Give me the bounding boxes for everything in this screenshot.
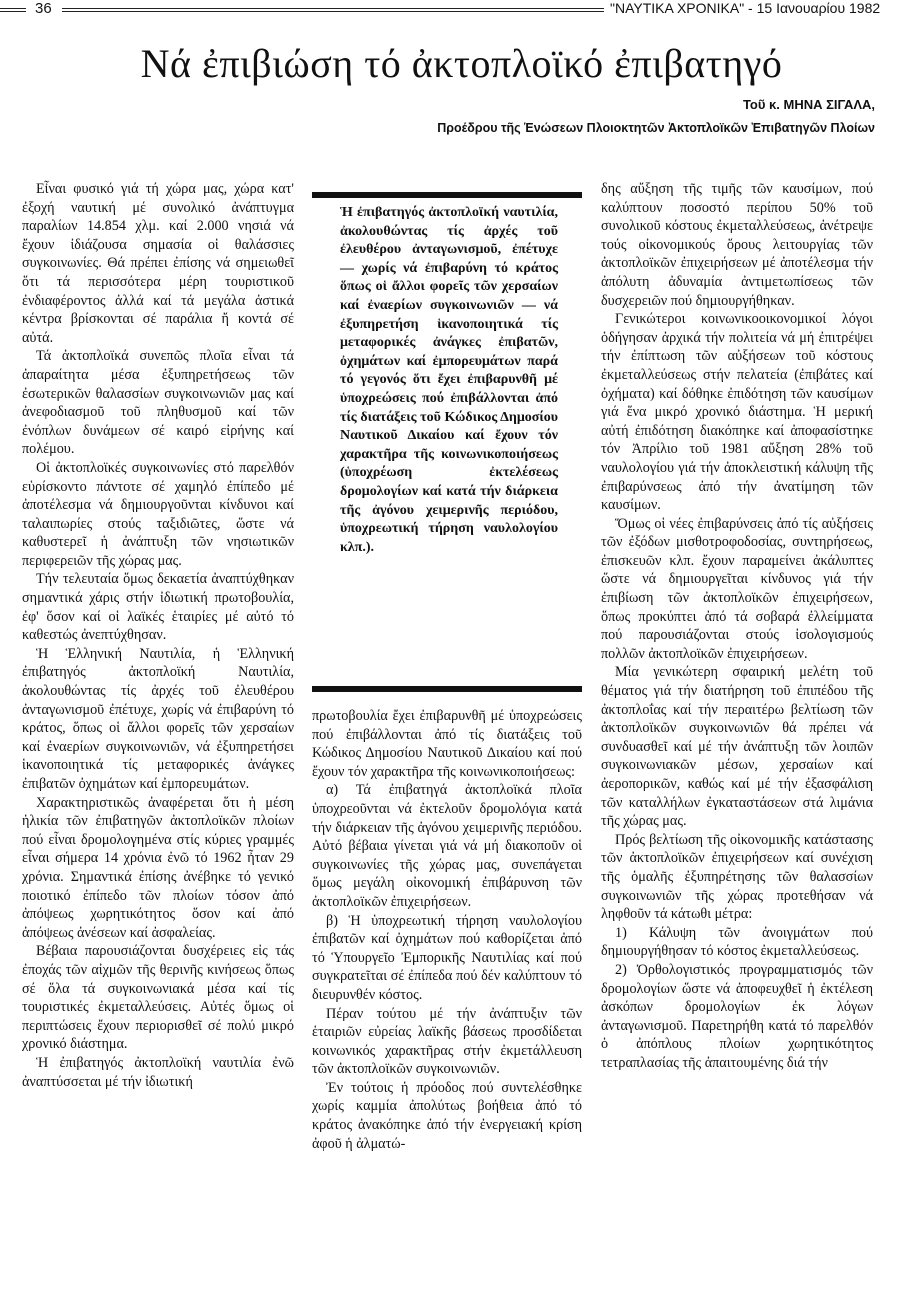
paragraph: Βέβαια παρουσιάζονται δυσχέρειες εἰς τάς ἐποχάς τῶν αἰχμῶν τῆς θερινῆς κινήσεως ὅπως σέ ὅλα τά συγκοινωνιακά μέσα καί τίς τουριστικές ἐκμεταλλεύσεις. Αὐτές ὅμως οἱ περιπτώσεις ἔχουν περιορισθεῖ σέ πολύ μικρό χρονικό διάστημα. — [22, 943, 294, 1053]
paragraph: Ὅμως οἱ νέες ἐπιβαρύνσεις ἀπό τίς αὐξήσεις τῶν ἐξόδων μισθοτροφοδοσίας, συντηρήσεως, ἐπισκευῶν κλπ. ἔχουν παραμείνει ἀκάλυπτες ὥστε νά δημιουργεῖται κίνδυνος γιά τήν ἐπιβίωση τῶν ἀκτοπλοϊκῶν ἐπιχειρήσεων, ὅπως προκύπτει ἀπό τά σοβαρά ἐλλείμματα πού παρουσιάζονται στούς ἰσολογισμούς πολλῶν ἀκτοπλοϊκῶν ἐπιχειρήσεων. — [601, 515, 873, 662]
author-name: Τοῦ κ. ΜΗΝΑ ΣΙΓΑΛΑ, — [742, 97, 875, 112]
column-1 — [22, 180, 294, 1091]
paragraph: Τήν τελευταία ὅμως δεκαετία ἀναπτύχθηκαν σημαντικά χάρις στήν ἰδιωτική πρωτοβουλία, ἐφ' ὅσον καί οἱ λαϊκές ἑταιρίες μέ αὐτό τό καθεστώς ἀνεπτύχθησαν. — [22, 571, 294, 644]
publication-name-date: "ΝΑΥΤΙΚΑ ΧΡΟΝΙΚΑ" - 15 Ιανουαρίου 1982 — [610, 0, 881, 16]
paragraph: Χαρακτηριστικῶς ἀναφέρεται ὅτι ἡ μέση ἡλικία τῶν ἐπιβατηγῶν ἀκτοπλοϊκῶν πλοίων πού εἶναι δρομολογημένα στίς κύριες γραμμές εἶναι σήμερα 14 χρόνια ἐνῶ τό 1962 ἦταν 29 χρόνια. Σημαντικά ἐπίσης ἀνέβηκε τό γενικό ποιοτικό ἐπίπεδο τῶν πλοίων τόσον ἀπό ἀπόψεως χωρητικότητος ὅσον καί ἀπό ἀπόψεως ἀνέσεων καί ἀσφαλείας. — [22, 794, 294, 941]
paragraph: Ἐν τούτοις ἡ πρόοδος πού συντελέσθηκε χωρίς καμμία ἀπολύτως βοήθεια ἀπό τό κράτος ἀνακόπηκε ἀπό τήν ἐνεργειακή κρίση ἀφοῦ ἡ ἀλματώ- — [312, 1079, 582, 1152]
paragraph: Εἶναι φυσικό γιά τή χώρα μας, χώρα κατ' ἐξοχή ναυτική μέ συνολικό ἀνάπτυγμα παραλίων 14.854 χλμ. καί 2.000 νησιά νά ἔχουν ἰδιάζουσα σημασία οἱ θαλάσσιες συγκοινωνίες. Θά πρέπει ἐπίσης νά σημειωθεῖ ὅτι τά περισσότερα μέρη τουριστικοῦ ἐνδιαφέροντος ἀλλά καί τά μεγάλα ἀστικά κέντρα βρίσκονται σέ παράλια ἤ κοντά σέ αὐτά. — [22, 181, 294, 346]
paragraph: πρωτοβουλία ἔχει ἐπιβαρυνθῆ μέ ὑποχρεώσεις πού ἐπιβάλλονται ἀπό τίς διατάξεις τοῦ Κώδικος Δημοσίου Ναυτικοῦ Δικαίου καί πού ἔχουν τόν χαρακτῆρα τῆς κοινωνικοποιήσεως: — [312, 708, 582, 780]
article-title: Νά ἐπιβιώση τό ἀκτοπλοϊκό ἐπιβατηγό — [140, 41, 783, 86]
paragraph: α) Τά ἐπιβατηγά ἀκτοπλοϊκά πλοῖα ὑποχρεοῦνται νά ἐκτελοῦν δρομολόγια κατά τήν διάρκειαν τῆς ἀγόνου χειμερινῆς περιόδου. Αὐτό βέβαια γίνεται γιά νά μή διακοποῦν οἱ συγκοινωνίες τῆς χώρας μας, συνεπάγεται ὅμως μεγάλη οἰκονομική ἐπιβάρυνση τῶν ἀκτοπλοϊκῶν ἐπιχειρήσεων. — [312, 782, 582, 910]
column-2 — [312, 707, 582, 1153]
paragraph: Πρός βελτίωση τῆς οἰκονομικῆς κατάστασης τῶν ἀκτοπλοϊκῶν ἐπιχειρήσεων καί συνέχιση τῆς ὁμαλῆς ἐξυπηρέτησης τῶν θαλασσίων συγκοινωνιῶν τῆς χώρας προτεθήσαν νά ληφθοῦν τά κάτωθι μέτρα: — [601, 831, 873, 923]
page-header — [0, 0, 923, 22]
pull-quote-bottom-bar — [312, 686, 582, 692]
paragraph: Μία γενικώτερη σφαιρική μελέτη τοῦ θέματος γιά τήν διατήρηση τοῦ ἐπιπέδου τῆς ἀκτοπλοΐας καί τήν περαιτέρω βελτίωση τῶν ἀκτοπλοϊκῶν συγκοινωνιῶν θά πρέπει νά συνδυασθεῖ καί μέ τήν ἀνάπτυξη τῶν λοιπῶν συγκοινωνιακῶν μέσων, χερσαίων καί ἀεροπορικῶν, καθώς καί μέ τήν ἐξασφάλιση τῶν καταλλήλων ἐγκαταστάσεων στά λιμάνια τῆς χώρας μας. — [601, 664, 873, 830]
paragraph: δης αὔξηση τῆς τιμῆς τῶν καυσίμων, πού καλύπτουν ποσοστό περίπου 50% τοῦ συνολικοῦ κόστους ἐκμεταλλεύσεως, ἀνέτρεψε τούς οἰκονομικούς ὅρους λειτουργίας τῶν ἀκτοπλοϊκῶν ἐπιχειρήσεων μέ ἀποτέλεσμα τήν ἀπόλυτη ἀδυναμία ἀντιμετωπίσεως τῶν δυσχερειῶν πού δημιουργήθηκαν. — [601, 181, 873, 309]
paragraph: Ἡ ἐπιβατηγός ἀκτοπλοϊκή ναυτιλία ἐνῶ ἀναπτύσσεται μέ τήν ἰδιωτική — [22, 1054, 294, 1090]
paragraph: Οἱ ἀκτοπλοϊκές συγκοινωνίες στό παρελθόν εὑρίσκοντο πάντοτε σέ χαμηλό ἐπίπεδο μέ ἀποτέλεσμα νά δημιουργοῦνται κίνδυνοι καί ταλαιπωρίες στούς ταξιδιῶτες, ὥστε νά καθυστερεῖ ἡ ἀνάπτυξη τῶν νησιωτικῶν περιφερειῶν τῆς χώρας μας. — [22, 459, 294, 569]
paragraph: Γενικώτεροι κοινωνικοοικονομικοί λόγοι ὁδήγησαν ἀρχικά τήν πολιτεία νά μή ἐπιτρέψει τήν ἐπίπτωση τῶν αὐξήσεων τοῦ κόστους ἐκμεταλλεύσεως στήν πελατεία (ἐπιβάτες καί ὀχήματα) καί δόθηκε ἐπιδότηση τῶν καυσίμων γιά ἕνα μικρό χρονικό διάστημα. Ἡ μερική αὐτή ἐπιδότηση διακόπηκε καί ἀποφασίστηκε τόν Ἀπρίλιο τοῦ 1981 αὔξηση 28% τοῦ ναυλολογίου γιά τήν ἀποκλειστική κάλυψη τῆς ἐπιβαρύνσεως ἀπό τήν ἀνατίμηση τῶν καυσίμων. — [601, 311, 873, 514]
page-number: 36 — [35, 0, 52, 17]
paragraph: 2) Ὀρθολογιστικός προγραμματισμός τῶν δρομολογίων ὥστε νά ἀποφευχθεῖ ἡ ἐκτέλεση ἀσκόπων δρομολογίων ἐκ λόγων ἀνταγωνισμοῦ. Παρετηρήθη κατά τό παρελθόν ὁ ἀπόπλους πλοίων χωρητικότητος τετραπλασίας τῆς ἀπαιτουμένης διά τήν — [601, 961, 873, 1071]
paragraph: β) Ἡ ὑποχρεωτική τήρηση ναυλολογίου ἐπιβατῶν καί ὀχημάτων πού καθορίζεται ἀπό τό Ὑπουργεῖο Ἐμπορικῆς Ναυτιλίας καί πού συγκρατεῖται σέ ἐπίπεδα πού δέν καλύπτουν τό διευρυνθέν κόστος. — [312, 912, 582, 1003]
pull-quote-top-bar — [312, 192, 582, 198]
pull-quote-text: Ἡ ἐπιβατηγός ἀκτοπλοϊκή ναυτιλία, ἀκολουθώντας τίς ἀρχές τοῦ ἐλευθέρου ἀνταγωνισμοῦ, ἐπέτυχε — χωρίς νά ἐπιβαρύνη τό κράτος ὅπως οἱ ἄλλοι φορεῖς τῶν χερσαίων καί ἐναερίων συγκοινωνιῶν — νά ἐξυπηρετήση ἱκανοποιητικά τίς μεταφορικές ἀνάγκες ἐπιβατῶν, ὀχημάτων καί ἐμπορευμάτων παρά τό γεγονός ὅτι ἔχει ἐπιβαρυνθῆ μέ ὑποχρεώσεις πού ἐπιβάλλονται ἀπό τίς διατάξεις τοῦ Κώδικος Δημοσίου Ναυτικοῦ Δικαίου καί ἔχουν τόν χαρακτῆρα τῆς κοινωνικοποιήσεως (ὑποχρέωση ἐκτελέσεως δρομολογίων καί κατά τήν διάρκεια τῆς ἀγόνου χειμερινῆς περιόδου, ὑποχρεωτική τήρηση ναυλολογίου κλπ.). — [340, 205, 558, 555]
header-rule-middle — [62, 8, 604, 12]
paragraph: Ἡ Ἑλληνική Ναυτιλία, ἡ Ἑλληνική ἐπιβατηγός ἀκτοπλοϊκή Ναυτιλία, ἀκολουθώντας τίς ἀρχές τοῦ ἐλευθέρου ἀνταγωνισμοῦ ἐπέτυχε, χωρίς νά ἐπιβαρύνη τό κράτος, ὅπως οἱ ἄλλοι φορεῖς τῶν χερσαίων καί ἐναερίων συγκοινωνιῶν, νά ἐξυπηρετήσει ἱκανοποιητικά τίς μεταφορικές ἀνάγκες ἐπιβατῶν ὀχημάτων καί ἐμπορευμάτων. — [22, 645, 294, 792]
paragraph: 1) Κάλυψη τῶν ἀνοιγμάτων πού δημιουργήθησαν τό κόστος ἐκμεταλλεύσεως. — [601, 924, 873, 960]
paragraph: Τά ἀκτοπλοϊκά συνεπῶς πλοῖα εἶναι τά ἀπαραίτητα μέσα ἐξυπηρετήσεως τῶν ἐσωτερικῶν θαλασσίων συγκοινωνιῶν μας καί ἀνεφοδιασμοῦ τοῦ πληθυσμοῦ καί τῶν ἐνόπλων δυνάμεων σέ καιρό εἰρήνης καί πολέμου. — [22, 348, 294, 458]
paragraph: Πέραν τούτου μέ τήν ἀνάπτυξιν τῶν ἑταιριῶν εὐρείας λαϊκῆς βάσεως προσδίδεται κοινωνικός χαρακτῆρας στήν ἐκμετάλλευση τῶν ἀκτοπλοϊκῶν συγκοινωνιῶν. — [312, 1005, 582, 1078]
pull-quote-box — [312, 192, 582, 698]
column-3 — [601, 180, 873, 1073]
header-rule-left — [0, 8, 26, 12]
author-position: Προέδρου τῆς Ἑνώσεων Πλοιοκτητῶν Ἀκτοπλοϊκῶν Ἐπιβατηγῶν Πλοίων — [437, 121, 875, 135]
